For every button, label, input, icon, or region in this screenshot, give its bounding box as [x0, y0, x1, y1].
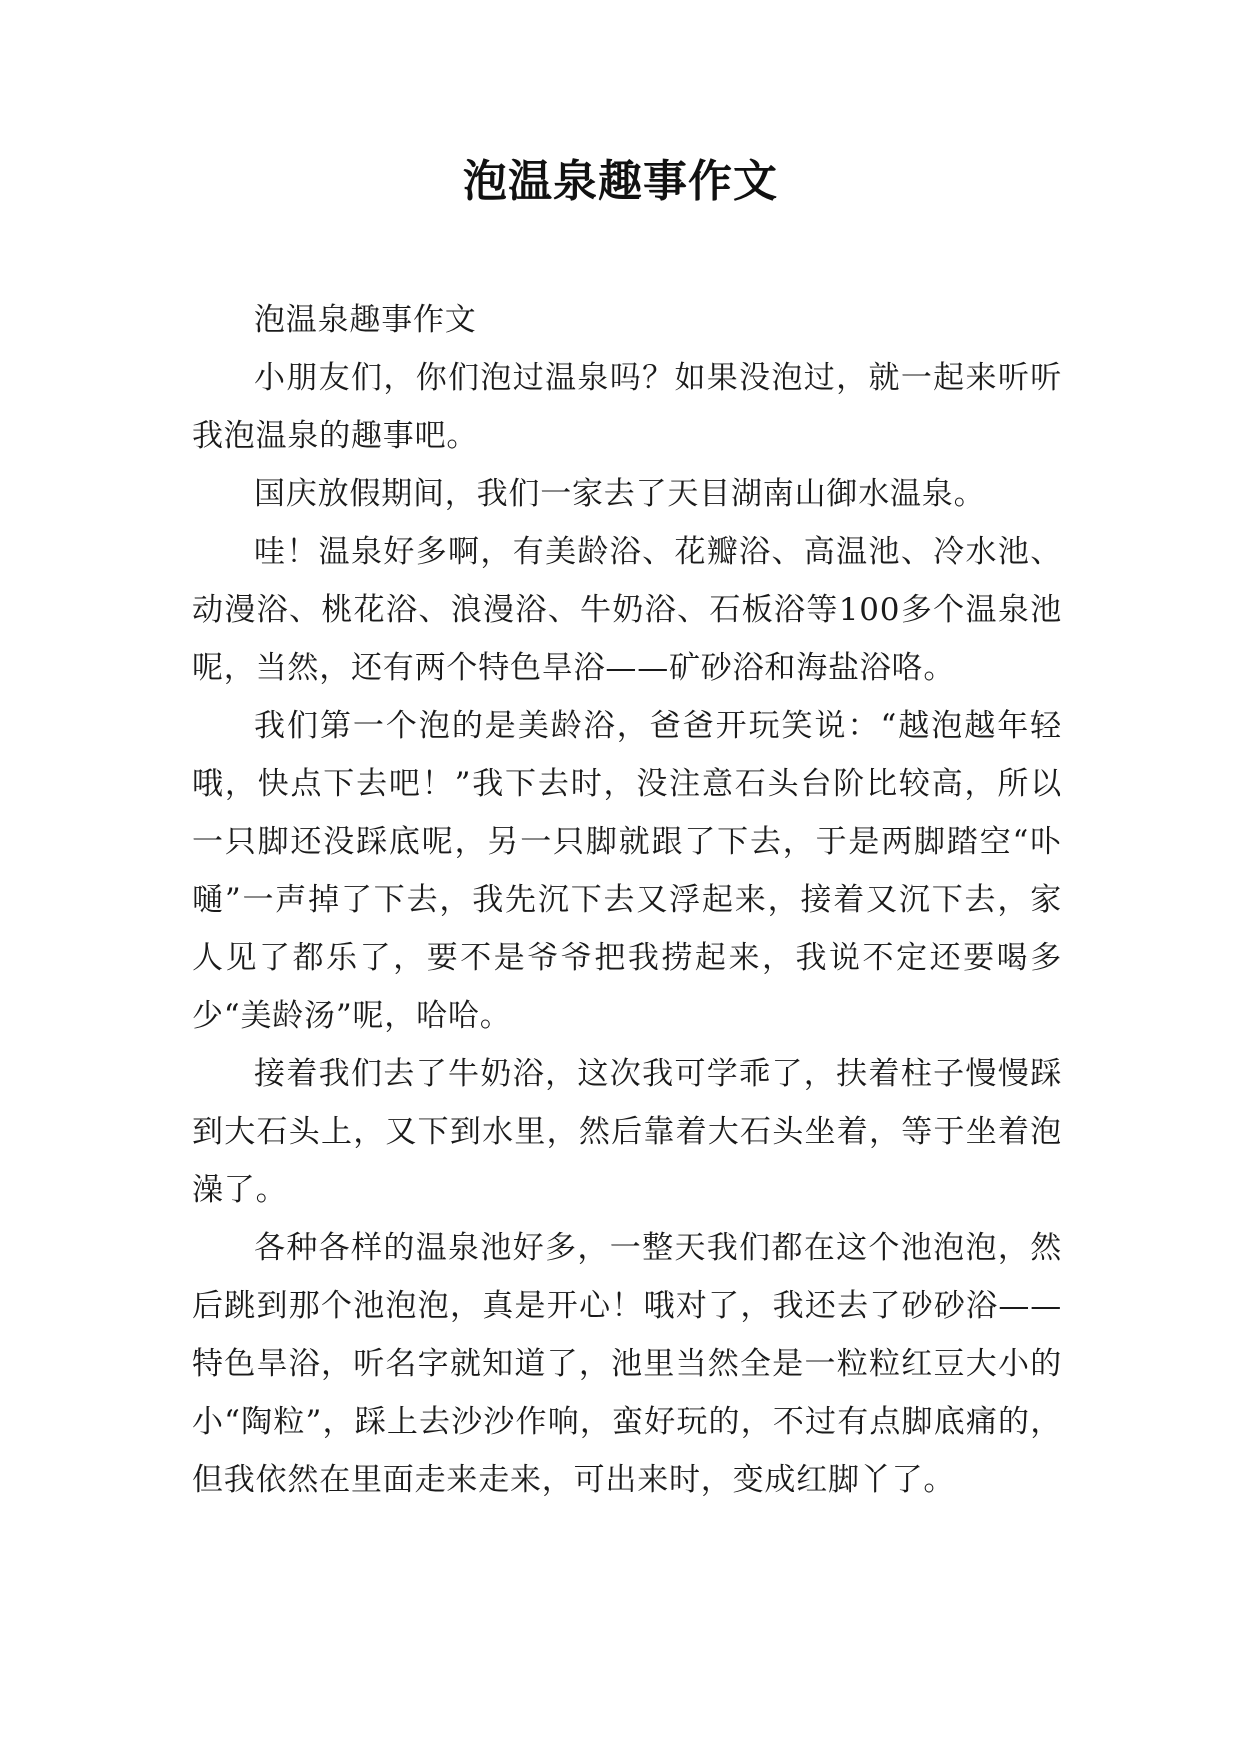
paragraph: 我们第一个泡的是美龄浴，爸爸开玩笑说：“越泡越年轻哦，快点下去吧！”我下去时，没注意石头台阶比较高，所以一只脚还没踩底呢，另一只脚就跟了下去，于是两脚踏空“卟嗵”一声掉了下去，我先沉下去又浮起来，接着又沉下去，家人见了都乐了，要不是爷爷把我捞起来，我说不定还要喝多少“美龄汤”呢，哈哈。: [192, 708, 1062, 1034]
paragraph: 各种各样的温泉池好多，一整天我们都在这个池泡泡，然后跳到那个池泡泡，真是开心！哦对了，我还去了砂砂浴——特色旱浴，听名字就知道了，池里当然全是一粒粒红豆大小的小“陶粒”，踩上去沙沙作响，蛮好玩的，不过有点脚底痛的，但我依然在里面走来走来，可出来时，变成红脚丫了。: [192, 1230, 1062, 1498]
paragraph: 小朋友们，你们泡过温泉吗？如果没泡过，就一起来听听我泡温泉的趣事吧。: [192, 360, 1062, 454]
document-title: 泡温泉趣事作文: [463, 156, 778, 207]
document-body: [192, 291, 1062, 1509]
paragraph: 泡温泉趣事作文: [254, 302, 477, 338]
paragraph: 国庆放假期间，我们一家去了天目湖南山御水温泉。: [254, 476, 986, 512]
paragraph: 哇！温泉好多啊，有美龄浴、花瓣浴、高温池、冷水池、动漫浴、桃花浴、浪漫浴、牛奶浴、石板浴等100多个温泉池呢，当然，还有两个特色旱浴——矿砂浴和海盐浴咯。: [192, 534, 1062, 686]
paragraph: 接着我们去了牛奶浴，这次我可学乖了，扶着柱子慢慢踩到大石头上，又下到水里，然后靠着大石头坐着，等于坐着泡澡了。: [192, 1056, 1062, 1208]
